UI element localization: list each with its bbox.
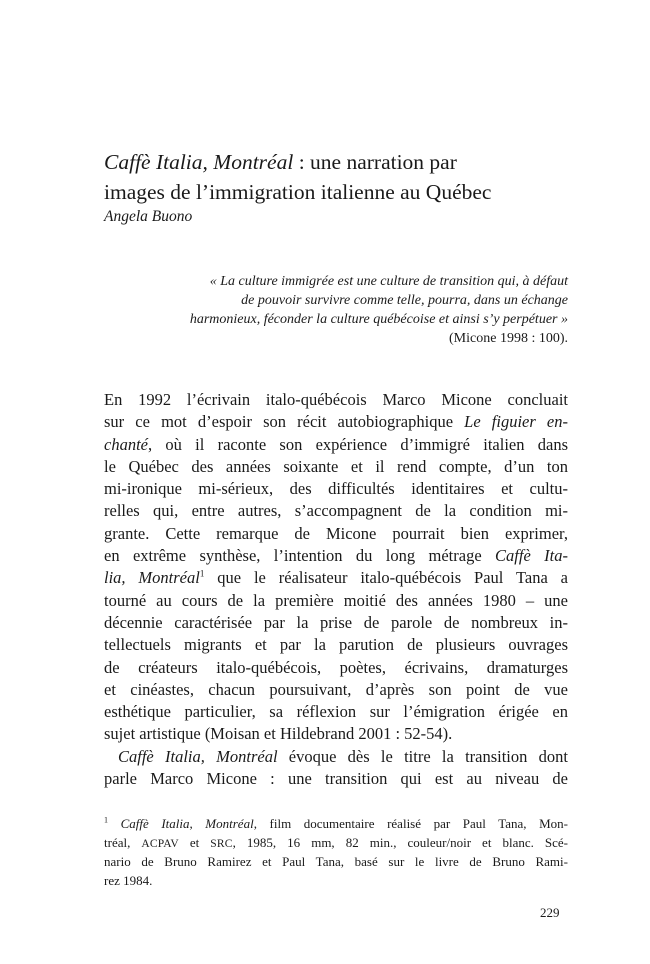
body-line: de créateurs italo-québécois, poètes, écrivains, dramaturges — [104, 657, 568, 677]
body-line: et cinéastes, chacun poursuivant, d’après son point de vue — [104, 679, 568, 699]
body-line: parle Marco Micone : une transition qui est au niveau de — [104, 769, 568, 789]
footnote-line: tréal, ACPAV et SRC, 1985, 16 mm, 82 min., couleur/noir et blanc. Scé- — [104, 834, 568, 850]
title-italic-part: Caffè Italia, Montréal — [104, 150, 294, 174]
epigraph-quote — [100, 272, 568, 329]
body-line: en extrême synthèse, l’intention du long métrage Caffè Ita- — [104, 546, 568, 566]
body-line: chanté, où il raconte son expérience d’immigré italien dans — [104, 434, 568, 454]
footnote-line: rez 1984. — [104, 872, 153, 888]
body-line: sujet artistique (Moisan et Hildebrand 2001 : 52-54). — [104, 724, 453, 744]
body-line: tourné au cours de la première moitié des années 1980 – une — [104, 590, 568, 610]
body-line: lia, Montréal$^1$ que le réalisateur italo-québécois Paul Tana a — [104, 568, 568, 588]
body-line: relles qui, entre autres, s’accompagnent de la condition mi- — [104, 501, 568, 521]
footnote-line: nario de Bruno Ramirez et Paul Tana, basé sur le livre de Bruno Rami- — [104, 854, 568, 870]
body-line: mi-ironique mi-sérieux, des difficultés identitaires et cultu- — [104, 479, 568, 499]
epigraph-line: de pouvoir survivre comme telle, pourra, dans un échange — [241, 293, 568, 308]
page-number: 229 — [540, 905, 560, 920]
footnote-number: 1 — [104, 815, 108, 825]
body-line: le Québec des années soixante et il rend compte, d’un ton — [104, 456, 568, 476]
chapter-title — [104, 147, 574, 207]
body-line: Caffè Italia, Montréal évoque dès le titre la transition dont — [118, 746, 568, 766]
body-line: En 1992 l’écrivain italo-québécois Marco Micone concluait — [104, 390, 568, 409]
body-line: esthétique particulier, sa réflexion sur l’émigration érigée en — [104, 702, 568, 722]
epigraph-line: harmonieux, féconder la culture québécoise et ainsi s’y perpétuer » — [189, 312, 568, 327]
body-line: tellectuels migrants et par la parution de plusieurs ouvrages — [104, 635, 568, 655]
footnote-line: $^1$ Caffè Italia, Montréal, film documentaire réalisé par Paul Tana, Mon- — [104, 815, 568, 831]
body-paragraphs — [104, 389, 568, 790]
footnote — [104, 815, 568, 890]
body-line: grante. Cette remarque de Micone pourrait bien exprimer, — [104, 523, 568, 543]
body-line: décennie caractérisée par la prise de parole de nombreux in- — [104, 612, 568, 632]
title-rest: : une narration par — [293, 150, 457, 174]
author-name: Angela Buono — [104, 208, 193, 225]
footnote-ref: 1 — [199, 568, 205, 579]
epigraph-line: « La culture immigrée est une culture de transition qui, à défaut — [209, 274, 568, 289]
body-line: sur ce mot d’espoir son récit autobiographique Le figuier en- — [104, 412, 568, 432]
title-line2: images de l’immigration italienne au Québec — [104, 180, 492, 204]
epigraph-citation: (Micone 1998 : 100). — [449, 331, 568, 346]
